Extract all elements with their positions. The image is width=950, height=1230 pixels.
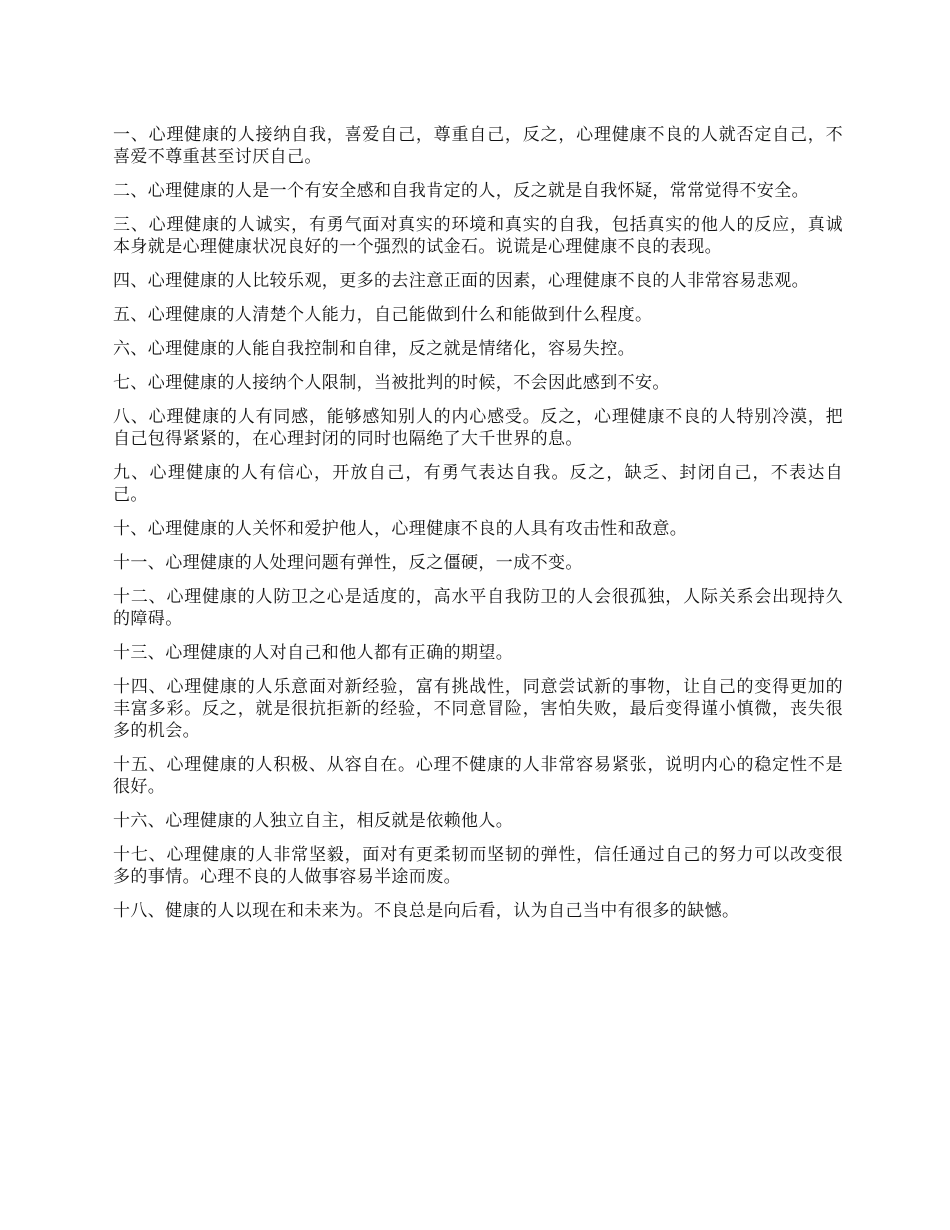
paragraph-1: 一、心理健康的人接纳自我，喜爱自己，尊重自己，反之，心理健康不良的人就否定自己，不喜爱不尊重甚至讨厌自己。 — [113, 125, 843, 167]
paragraph-7: 七、心理健康的人接纳个人限制，当被批判的时候，不会因此感到不安。 — [113, 373, 670, 393]
paragraph-5: 五、心理健康的人清楚个人能力，自己能做到什么和能做到什么程度。 — [113, 305, 653, 325]
paragraph-8: 八、心理健康的人有同感，能够感知别人的内心感受。反之，心理健康不良的人特别冷漠，把自己包得紧紧的，在心理封闭的同时也隔绝了大千世界的息。 — [113, 407, 843, 449]
paragraph-15: 十五、心理健康的人积极、从容自在。心理不健康的人非常容易紧张，说明内心的稳定性不是很好。 — [113, 755, 843, 797]
paragraph-6: 六、心理健康的人能自我控制和自律，反之就是情绪化，容易失控。 — [113, 339, 635, 359]
paragraph-13: 十三、心理健康的人对自己和他人都有正确的期望。 — [113, 643, 514, 663]
paragraph-11: 十一、心理健康的人处理问题有弹性，反之僵硬，一成不变。 — [113, 553, 583, 573]
document-body — [113, 124, 843, 934]
paragraph-10: 十、心理健康的人关怀和爱护他人，心理健康不良的人具有攻击性和敌意。 — [113, 519, 688, 539]
paragraph-12: 十二、心理健康的人防卫之心是适度的，高水平自我防卫的人会很孤独，人际关系会出现持久的障碍。 — [113, 587, 843, 629]
paragraph-2: 二、心理健康的人是一个有安全感和自我肯定的人，反之就是自我怀疑，常常觉得不安全。 — [113, 181, 809, 201]
paragraph-4: 四、心理健康的人比较乐观，更多的去注意正面的因素，心理健康不良的人非常容易悲观。 — [113, 271, 809, 291]
paragraph-9: 九、心理健康的人有信心，开放自己，有勇气表达自我。反之，缺乏、封闭自己，不表达自己。 — [113, 463, 843, 505]
paragraph-18: 十八、健康的人以现在和未来为。不良总是向后看，认为自己当中有很多的缺憾。 — [113, 901, 740, 921]
paragraph-16: 十六、心理健康的人独立自主，相反就是依赖他人。 — [113, 811, 514, 831]
paragraph-3: 三、心理健康的人诚实，有勇气面对真实的环境和真实的自我，包括真实的他人的反应，真诚本身就是心理健康状况良好的一个强烈的试金石。说谎是心理健康不良的表现。 — [113, 215, 843, 257]
paragraph-14: 十四、心理健康的人乐意面对新经验，富有挑战性，同意尝试新的事物，让自己的变得更加的丰富多彩。反之，就是很抗拒新的经验，不同意冒险，害怕失败，最后变得谨小慎微，丧失很多的机会。 — [113, 677, 843, 741]
paragraph-17: 十七、心理健康的人非常坚毅，面对有更柔韧而坚韧的弹性，信任通过自己的努力可以改变很多的事情。心理不良的人做事容易半途而废。 — [113, 845, 843, 887]
